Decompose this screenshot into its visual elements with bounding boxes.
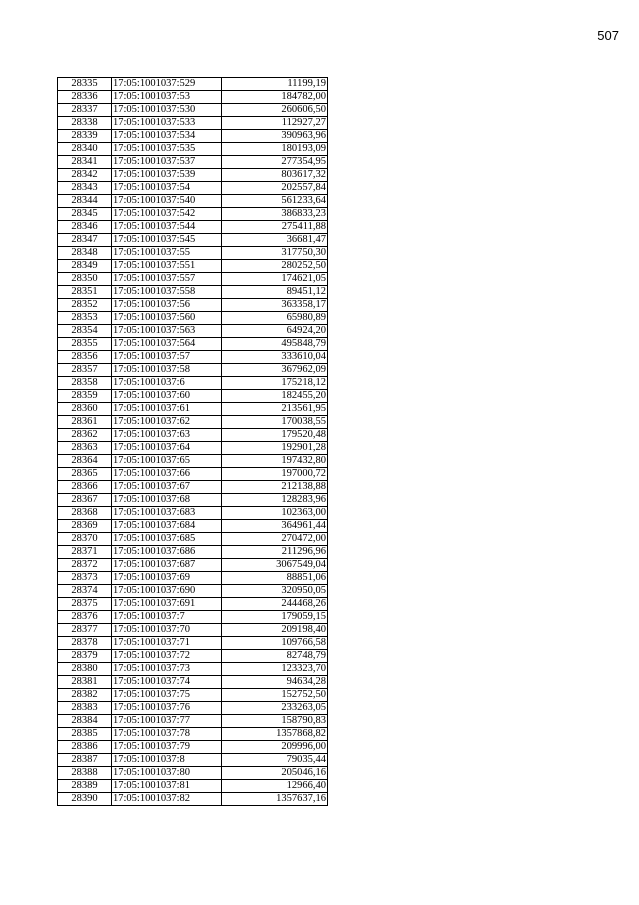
amount-cell: 65980,89 [222, 312, 328, 325]
cadastral-number-cell: 17:05:1001037:557 [112, 273, 222, 286]
row-number-cell: 28359 [58, 390, 112, 403]
amount-cell: 205046,16 [222, 767, 328, 780]
table-row [58, 351, 328, 364]
table-row [58, 793, 328, 806]
row-number-cell: 28337 [58, 104, 112, 117]
cadastral-number-cell: 17:05:1001037:62 [112, 416, 222, 429]
table-row [58, 338, 328, 351]
table-row [58, 780, 328, 793]
table-row [58, 195, 328, 208]
amount-cell: 260606,50 [222, 104, 328, 117]
table-row [58, 78, 328, 91]
amount-cell: 209198,40 [222, 624, 328, 637]
row-number-cell: 28381 [58, 676, 112, 689]
amount-cell: 364961,44 [222, 520, 328, 533]
cadastral-number-cell: 17:05:1001037:690 [112, 585, 222, 598]
table-row [58, 546, 328, 559]
row-number-cell: 28350 [58, 273, 112, 286]
cadastral-number-cell: 17:05:1001037:7 [112, 611, 222, 624]
cadastral-number-cell: 17:05:1001037:539 [112, 169, 222, 182]
cadastral-number-cell: 17:05:1001037:564 [112, 338, 222, 351]
cadastral-number-cell: 17:05:1001037:685 [112, 533, 222, 546]
cadastral-number-cell: 17:05:1001037:545 [112, 234, 222, 247]
row-number-cell: 28375 [58, 598, 112, 611]
amount-cell: 179059,15 [222, 611, 328, 624]
amount-cell: 1357868,82 [222, 728, 328, 741]
amount-cell: 1357637,16 [222, 793, 328, 806]
cadastral-number-cell: 17:05:1001037:534 [112, 130, 222, 143]
amount-cell: 82748,79 [222, 650, 328, 663]
cadastral-number-cell: 17:05:1001037:69 [112, 572, 222, 585]
row-number-cell: 28341 [58, 156, 112, 169]
cadastral-number-cell: 17:05:1001037:75 [112, 689, 222, 702]
amount-cell: 109766,58 [222, 637, 328, 650]
amount-cell: 89451,12 [222, 286, 328, 299]
amount-cell: 128283,96 [222, 494, 328, 507]
amount-cell: 209996,00 [222, 741, 328, 754]
cadastral-number-cell: 17:05:1001037:57 [112, 351, 222, 364]
table-row [58, 689, 328, 702]
row-number-cell: 28345 [58, 208, 112, 221]
table-row [58, 247, 328, 260]
table-row [58, 468, 328, 481]
row-number-cell: 28362 [58, 429, 112, 442]
row-number-cell: 28338 [58, 117, 112, 130]
amount-cell: 212138,88 [222, 481, 328, 494]
table-row [58, 663, 328, 676]
amount-cell: 94634,28 [222, 676, 328, 689]
cadastral-number-cell: 17:05:1001037:58 [112, 364, 222, 377]
cadastral-number-cell: 17:05:1001037:6 [112, 377, 222, 390]
table-row [58, 130, 328, 143]
amount-cell: 179520,48 [222, 429, 328, 442]
table-row [58, 637, 328, 650]
amount-cell: 11199,19 [222, 78, 328, 91]
table-row [58, 429, 328, 442]
table-row [58, 650, 328, 663]
cadastral-number-cell: 17:05:1001037:81 [112, 780, 222, 793]
row-number-cell: 28360 [58, 403, 112, 416]
cadastral-number-cell: 17:05:1001037:55 [112, 247, 222, 260]
amount-cell: 197000,72 [222, 468, 328, 481]
table-row [58, 598, 328, 611]
row-number-cell: 28357 [58, 364, 112, 377]
cadastral-number-cell: 17:05:1001037:72 [112, 650, 222, 663]
cadastral-number-cell: 17:05:1001037:68 [112, 494, 222, 507]
row-number-cell: 28380 [58, 663, 112, 676]
table-row [58, 117, 328, 130]
amount-cell: 175218,12 [222, 377, 328, 390]
cadastral-number-cell: 17:05:1001037:542 [112, 208, 222, 221]
table-row [58, 533, 328, 546]
amount-cell: 79035,44 [222, 754, 328, 767]
amount-cell: 12966,40 [222, 780, 328, 793]
cadastral-number-cell: 17:05:1001037:563 [112, 325, 222, 338]
amount-cell: 561233,64 [222, 195, 328, 208]
table-row [58, 221, 328, 234]
row-number-cell: 28358 [58, 377, 112, 390]
amount-cell: 275411,88 [222, 221, 328, 234]
cadastral-number-cell: 17:05:1001037:8 [112, 754, 222, 767]
row-number-cell: 28389 [58, 780, 112, 793]
row-number-cell: 28388 [58, 767, 112, 780]
row-number-cell: 28351 [58, 286, 112, 299]
row-number-cell: 28368 [58, 507, 112, 520]
table-row [58, 377, 328, 390]
table-row [58, 91, 328, 104]
amount-cell: 112927,27 [222, 117, 328, 130]
cadastral-number-cell: 17:05:1001037:65 [112, 455, 222, 468]
row-number-cell: 28376 [58, 611, 112, 624]
amount-cell: 192901,28 [222, 442, 328, 455]
row-number-cell: 28372 [58, 559, 112, 572]
table-row [58, 260, 328, 273]
table-row [58, 403, 328, 416]
cadastral-number-cell: 17:05:1001037:66 [112, 468, 222, 481]
amount-cell: 244468,26 [222, 598, 328, 611]
row-number-cell: 28367 [58, 494, 112, 507]
cadastral-number-cell: 17:05:1001037:687 [112, 559, 222, 572]
row-number-cell: 28346 [58, 221, 112, 234]
table-row [58, 104, 328, 117]
amount-cell: 333610,04 [222, 351, 328, 364]
cadastral-number-cell: 17:05:1001037:683 [112, 507, 222, 520]
table-row [58, 572, 328, 585]
table-row [58, 520, 328, 533]
row-number-cell: 28339 [58, 130, 112, 143]
table-row [58, 169, 328, 182]
row-number-cell: 28361 [58, 416, 112, 429]
table-row [58, 390, 328, 403]
row-number-cell: 28344 [58, 195, 112, 208]
table-row [58, 585, 328, 598]
row-number-cell: 28378 [58, 637, 112, 650]
table-row [58, 286, 328, 299]
table-row [58, 494, 328, 507]
row-number-cell: 28353 [58, 312, 112, 325]
row-number-cell: 28343 [58, 182, 112, 195]
table-row [58, 611, 328, 624]
table-row [58, 455, 328, 468]
row-number-cell: 28386 [58, 741, 112, 754]
amount-cell: 180193,09 [222, 143, 328, 156]
table-row [58, 767, 328, 780]
amount-cell: 367962,09 [222, 364, 328, 377]
row-number-cell: 28355 [58, 338, 112, 351]
amount-cell: 152752,50 [222, 689, 328, 702]
amount-cell: 88851,06 [222, 572, 328, 585]
amount-cell: 182455,20 [222, 390, 328, 403]
row-number-cell: 28348 [58, 247, 112, 260]
cadastral-number-cell: 17:05:1001037:537 [112, 156, 222, 169]
table-row [58, 624, 328, 637]
cadastral-number-cell: 17:05:1001037:540 [112, 195, 222, 208]
cadastral-number-cell: 17:05:1001037:77 [112, 715, 222, 728]
cadastral-number-cell: 17:05:1001037:529 [112, 78, 222, 91]
row-number-cell: 28379 [58, 650, 112, 663]
cadastral-number-cell: 17:05:1001037:530 [112, 104, 222, 117]
amount-cell: 36681,47 [222, 234, 328, 247]
cadastral-number-cell: 17:05:1001037:53 [112, 91, 222, 104]
cadastral-number-cell: 17:05:1001037:533 [112, 117, 222, 130]
cadastral-number-cell: 17:05:1001037:73 [112, 663, 222, 676]
cadastral-number-cell: 17:05:1001037:551 [112, 260, 222, 273]
row-number-cell: 28371 [58, 546, 112, 559]
amount-cell: 123323,70 [222, 663, 328, 676]
table-row [58, 312, 328, 325]
amount-cell: 197432,80 [222, 455, 328, 468]
table-row [58, 676, 328, 689]
amount-cell: 270472,00 [222, 533, 328, 546]
row-number-cell: 28369 [58, 520, 112, 533]
amount-cell: 174621,05 [222, 273, 328, 286]
cadastral-number-cell: 17:05:1001037:64 [112, 442, 222, 455]
cadastral-number-cell: 17:05:1001037:686 [112, 546, 222, 559]
cadastral-number-cell: 17:05:1001037:82 [112, 793, 222, 806]
cadastral-number-cell: 17:05:1001037:535 [112, 143, 222, 156]
amount-cell: 363358,17 [222, 299, 328, 312]
amount-cell: 495848,79 [222, 338, 328, 351]
row-number-cell: 28347 [58, 234, 112, 247]
row-number-cell: 28356 [58, 351, 112, 364]
table-row [58, 416, 328, 429]
row-number-cell: 28373 [58, 572, 112, 585]
row-number-cell: 28382 [58, 689, 112, 702]
table-row [58, 442, 328, 455]
row-number-cell: 28383 [58, 702, 112, 715]
table-row [58, 559, 328, 572]
row-number-cell: 28354 [58, 325, 112, 338]
table-row [58, 156, 328, 169]
row-number-cell: 28365 [58, 468, 112, 481]
row-number-cell: 28335 [58, 78, 112, 91]
amount-cell: 170038,55 [222, 416, 328, 429]
amount-cell: 803617,32 [222, 169, 328, 182]
row-number-cell: 28366 [58, 481, 112, 494]
cadastral-number-cell: 17:05:1001037:71 [112, 637, 222, 650]
amount-cell: 184782,00 [222, 91, 328, 104]
amount-cell: 277354,95 [222, 156, 328, 169]
cadastral-number-cell: 17:05:1001037:544 [112, 221, 222, 234]
cadastral-number-cell: 17:05:1001037:61 [112, 403, 222, 416]
cadastral-number-cell: 17:05:1001037:80 [112, 767, 222, 780]
cadastral-number-cell: 17:05:1001037:63 [112, 429, 222, 442]
amount-cell: 213561,95 [222, 403, 328, 416]
table-row [58, 481, 328, 494]
amount-cell: 3067549,04 [222, 559, 328, 572]
cadastral-number-cell: 17:05:1001037:67 [112, 481, 222, 494]
amount-cell: 158790,83 [222, 715, 328, 728]
cadastral-number-cell: 17:05:1001037:78 [112, 728, 222, 741]
row-number-cell: 28384 [58, 715, 112, 728]
amount-cell: 64924,20 [222, 325, 328, 338]
row-number-cell: 28377 [58, 624, 112, 637]
row-number-cell: 28370 [58, 533, 112, 546]
row-number-cell: 28364 [58, 455, 112, 468]
cadastral-number-cell: 17:05:1001037:79 [112, 741, 222, 754]
table-row [58, 182, 328, 195]
cadastral-number-cell: 17:05:1001037:76 [112, 702, 222, 715]
table-row [58, 273, 328, 286]
amount-cell: 280252,50 [222, 260, 328, 273]
table-row [58, 728, 328, 741]
row-number-cell: 28374 [58, 585, 112, 598]
amount-cell: 233263,05 [222, 702, 328, 715]
table-row [58, 299, 328, 312]
row-number-cell: 28387 [58, 754, 112, 767]
amount-cell: 317750,30 [222, 247, 328, 260]
row-number-cell: 28390 [58, 793, 112, 806]
cadastral-number-cell: 17:05:1001037:60 [112, 390, 222, 403]
amount-cell: 211296,96 [222, 546, 328, 559]
table-row [58, 208, 328, 221]
row-number-cell: 28352 [58, 299, 112, 312]
table-row [58, 507, 328, 520]
row-number-cell: 28385 [58, 728, 112, 741]
cadastral-number-cell: 17:05:1001037:70 [112, 624, 222, 637]
row-number-cell: 28340 [58, 143, 112, 156]
cadastral-number-cell: 17:05:1001037:691 [112, 598, 222, 611]
table-row [58, 754, 328, 767]
table-row [58, 325, 328, 338]
row-number-cell: 28363 [58, 442, 112, 455]
amount-cell: 386833,23 [222, 208, 328, 221]
row-number-cell: 28342 [58, 169, 112, 182]
table-row [58, 143, 328, 156]
cadastral-number-cell: 17:05:1001037:684 [112, 520, 222, 533]
row-number-cell: 28349 [58, 260, 112, 273]
page-number: 507 [597, 28, 619, 43]
cadastral-number-cell: 17:05:1001037:560 [112, 312, 222, 325]
cadastral-number-cell: 17:05:1001037:74 [112, 676, 222, 689]
row-number-cell: 28336 [58, 91, 112, 104]
amount-cell: 102363,00 [222, 507, 328, 520]
table-row [58, 234, 328, 247]
table-row [58, 702, 328, 715]
data-table [57, 77, 328, 806]
table-row [58, 741, 328, 754]
cadastral-number-cell: 17:05:1001037:56 [112, 299, 222, 312]
amount-cell: 320950,05 [222, 585, 328, 598]
cadastral-number-cell: 17:05:1001037:558 [112, 286, 222, 299]
cadastral-number-cell: 17:05:1001037:54 [112, 182, 222, 195]
table-row [58, 364, 328, 377]
table-body [58, 78, 328, 806]
amount-cell: 202557,84 [222, 182, 328, 195]
table-row [58, 715, 328, 728]
amount-cell: 390963,96 [222, 130, 328, 143]
